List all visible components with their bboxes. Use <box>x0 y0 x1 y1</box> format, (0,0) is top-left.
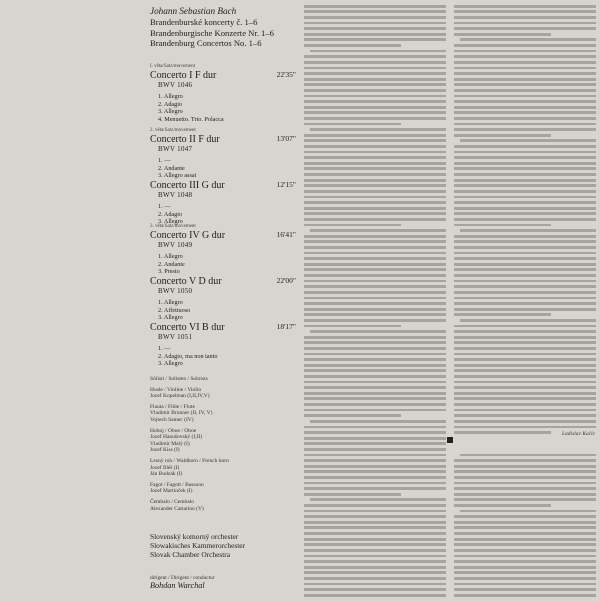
section-marker <box>447 437 453 443</box>
text-line <box>304 162 446 165</box>
text-line <box>454 235 596 238</box>
text-line <box>304 583 446 586</box>
text-line <box>454 196 596 199</box>
text-line <box>304 173 446 176</box>
text-line <box>304 577 446 580</box>
text-line <box>454 302 596 305</box>
text-line <box>454 353 596 356</box>
text-line <box>454 426 596 429</box>
movement: 2. Andante <box>158 260 185 268</box>
text-line <box>454 583 596 586</box>
text-line <box>454 16 596 19</box>
performer-line: Jozef Illéš (I) <box>150 464 180 471</box>
movement: 2. Adagio, ma non tanto <box>158 352 218 360</box>
performer-line: Vojtech Samec (IV) <box>150 416 194 423</box>
text-line <box>454 285 596 288</box>
text-line <box>454 44 596 47</box>
performer-line: Alexander Cattarino (V) <box>150 505 204 512</box>
text-line <box>454 27 596 30</box>
text-line <box>304 594 446 597</box>
text-line <box>454 22 596 25</box>
text-line <box>304 409 446 412</box>
title-german: Brandenburgische Konzerte Nr. 1–6 <box>150 27 274 38</box>
performer-line: Čembalo / Cembalo <box>150 498 194 505</box>
text-line <box>454 111 596 114</box>
text-line <box>304 364 446 367</box>
performer-line: Jozef Kiss (I) <box>150 447 180 454</box>
text-line <box>304 313 446 316</box>
text-line <box>304 5 446 8</box>
concerto-bwv: BWV 1047 <box>158 145 193 153</box>
text-line <box>304 426 446 429</box>
text-line <box>454 207 596 210</box>
text-line <box>454 470 596 473</box>
text-line <box>304 274 446 277</box>
movement: 2. Affettuoso <box>158 306 191 314</box>
concerto-bwv: BWV 1046 <box>158 81 193 89</box>
text-line <box>304 493 401 496</box>
text-line <box>454 397 596 400</box>
text-line <box>304 100 446 103</box>
title-czech: Brandenburské koncerty č. 1–6 <box>150 17 258 27</box>
text-line <box>454 297 596 300</box>
text-line <box>304 504 446 507</box>
text-line <box>304 167 446 170</box>
text-line <box>454 67 596 70</box>
text-line <box>310 229 446 232</box>
text-line <box>454 571 596 574</box>
text-line <box>304 134 446 137</box>
text-line <box>454 431 551 434</box>
performer-line: Lesný roh / Waldhorn / French horn <box>150 457 229 464</box>
performer-line: Hoboj / Oboe / Oboe <box>150 427 197 434</box>
text-line <box>304 431 446 434</box>
text-line <box>454 498 596 501</box>
text-line <box>454 50 596 53</box>
text-line <box>304 196 446 199</box>
concerto-duration: 16'41" <box>276 230 296 239</box>
text-line <box>454 252 596 255</box>
text-line <box>454 201 596 204</box>
text-line <box>304 538 446 541</box>
text-line <box>454 482 596 485</box>
text-line <box>454 515 596 518</box>
movement: 2. Adagio <box>158 210 183 218</box>
text-line <box>454 375 596 378</box>
movement: 1. — <box>158 203 171 210</box>
concerto-bwv: BWV 1049 <box>158 241 193 249</box>
concerto-note: 2. věta/Satz/movement <box>150 128 196 133</box>
text-line <box>304 285 446 288</box>
performer-line: Jozef Martinček (I) <box>150 488 193 495</box>
text-line <box>304 308 446 311</box>
text-line <box>304 83 446 86</box>
text-line <box>304 117 446 120</box>
concerto-duration: 18'17" <box>276 322 296 331</box>
text-line <box>454 78 596 81</box>
text-line <box>454 347 596 350</box>
text-line <box>304 291 446 294</box>
text-line <box>454 487 596 490</box>
text-line <box>454 330 596 333</box>
text-line <box>304 549 446 552</box>
text-line <box>454 72 596 75</box>
text-line <box>304 22 446 25</box>
text-line <box>304 532 446 535</box>
text-line <box>304 353 446 356</box>
text-line <box>304 139 446 142</box>
liner-notes-column <box>304 2 446 597</box>
text-line <box>304 454 446 457</box>
text-line <box>304 392 446 395</box>
text-line <box>304 44 401 47</box>
text-line <box>304 437 446 440</box>
text-line <box>454 308 596 311</box>
text-line <box>454 364 596 367</box>
movement: 3. Allegro <box>158 360 183 368</box>
text-line <box>454 61 596 64</box>
text-line <box>454 156 596 159</box>
text-line <box>454 325 596 328</box>
text-line <box>454 526 596 529</box>
text-line <box>454 218 596 221</box>
conductor-name: Bohdan Warchal <box>150 581 205 590</box>
text-line <box>304 55 446 58</box>
concerto-duration: 13'07" <box>276 134 296 143</box>
text-line <box>310 330 446 333</box>
text-line <box>304 263 446 266</box>
movement: 3. Presto <box>158 268 180 276</box>
concerto-bwv: BWV 1048 <box>158 191 193 199</box>
text-line <box>304 235 446 238</box>
text-line <box>304 257 446 260</box>
concerto-note: I. věta/Satz/movement <box>150 64 195 69</box>
notes-signature: Ladislav Kačic <box>562 431 596 437</box>
text-line <box>454 151 596 154</box>
text-line <box>304 246 446 249</box>
text-line <box>454 555 596 558</box>
concerto-block <box>150 128 296 180</box>
text-line <box>304 123 401 126</box>
text-line <box>454 577 596 580</box>
concerto-title: Concerto VI B dur <box>150 322 225 333</box>
text-line <box>304 555 446 558</box>
text-line <box>304 268 446 271</box>
concerto-title: Concerto I F dur <box>150 70 217 81</box>
text-line <box>454 100 596 103</box>
text-line <box>460 139 596 142</box>
movement: 3. Allegro assai <box>158 172 197 180</box>
text-line <box>304 515 446 518</box>
text-line <box>304 470 446 473</box>
text-line <box>310 420 446 423</box>
text-line <box>454 476 596 479</box>
movement: 1. Allegro <box>158 299 183 306</box>
text-line <box>454 560 596 563</box>
text-line <box>304 16 446 19</box>
text-line <box>304 89 446 92</box>
text-line <box>304 280 446 283</box>
text-line <box>454 224 551 227</box>
text-line <box>304 403 446 406</box>
movement: 1. — <box>158 157 171 164</box>
text-line <box>454 521 596 524</box>
text-line <box>304 319 446 322</box>
text-line <box>304 325 401 328</box>
text-line <box>454 386 596 389</box>
text-line <box>454 89 596 92</box>
text-line <box>454 162 596 165</box>
text-line <box>304 526 446 529</box>
text-line <box>460 454 596 457</box>
text-line <box>304 521 446 524</box>
performer-line: Flauta / Flöte / Flute <box>150 403 195 410</box>
text-line <box>460 38 596 41</box>
text-line <box>304 297 446 300</box>
movement: 2. Andante <box>158 164 185 172</box>
conductor-label: dirigent / Dirigent / conductor <box>150 575 215 581</box>
performer-line: Ján Budzák (I) <box>150 471 183 478</box>
text-line <box>304 224 401 227</box>
text-line <box>304 414 401 417</box>
concerto-duration: 22'00" <box>276 276 296 285</box>
text-line <box>454 549 596 552</box>
text-line <box>304 38 446 41</box>
title-header <box>150 4 300 49</box>
performer-line: Husle / Violine / Violin <box>150 386 202 393</box>
text-line <box>304 156 446 159</box>
text-line <box>304 442 446 445</box>
text-line <box>304 218 446 221</box>
text-line <box>454 268 596 271</box>
text-line <box>454 5 596 8</box>
text-line <box>304 397 446 400</box>
text-line <box>304 72 446 75</box>
text-line <box>304 459 446 462</box>
text-line <box>454 420 596 423</box>
movement: 3. Allegro <box>158 218 183 226</box>
movement: 2. Adagio <box>158 100 183 108</box>
text-line <box>454 381 596 384</box>
text-line <box>304 347 446 350</box>
text-line <box>454 190 596 193</box>
text-line <box>304 212 446 215</box>
text-line <box>454 493 596 496</box>
text-line <box>304 145 446 148</box>
liner-notes-column <box>454 2 596 597</box>
text-line <box>304 448 446 451</box>
text-line <box>454 179 596 182</box>
movement: 3. Allegro <box>158 314 183 322</box>
text-line <box>454 106 596 109</box>
text-line <box>304 67 446 70</box>
text-line <box>304 510 446 513</box>
text-line <box>454 83 596 86</box>
text-line <box>304 358 446 361</box>
performer-line: Jozef Kopelman (I,II,IV,V) <box>150 393 210 400</box>
text-line <box>304 375 446 378</box>
text-line <box>454 134 551 137</box>
text-line <box>454 212 596 215</box>
composer-name: Johann Sebastian Bach <box>150 6 237 16</box>
performer-line: Vladimír Brunner (II, IV, V) <box>150 410 213 417</box>
movement: 1. Allegro <box>158 253 183 260</box>
text-line <box>454 128 596 131</box>
text-line <box>304 190 446 193</box>
text-line <box>304 207 446 210</box>
text-line <box>304 33 446 36</box>
text-line <box>454 414 596 417</box>
orchestra-names <box>150 532 296 559</box>
concerto-block <box>150 224 296 276</box>
movement: 1. Allegro <box>158 93 183 100</box>
text-line <box>454 341 596 344</box>
text-line <box>454 594 596 597</box>
text-line <box>454 543 596 546</box>
text-line <box>304 302 446 305</box>
text-line <box>310 128 446 131</box>
text-line <box>454 459 596 462</box>
text-line <box>304 252 446 255</box>
concerto-block <box>150 64 296 123</box>
text-line <box>304 543 446 546</box>
movement: 4. Menuetto. Trio. Polacca <box>158 115 224 123</box>
text-line <box>454 95 596 98</box>
performer-line: Vladimír Malý (I) <box>150 440 190 447</box>
text-line <box>454 263 596 266</box>
performer-line: Fagot / Fagott / Bassoon <box>150 481 204 488</box>
text-line <box>454 246 596 249</box>
concerto-duration: 22'35" <box>276 70 296 79</box>
text-line <box>454 504 551 507</box>
text-line <box>454 358 596 361</box>
concerto-duration: 12'15" <box>276 180 296 189</box>
text-line <box>304 106 446 109</box>
text-line <box>454 274 596 277</box>
text-line <box>304 61 446 64</box>
text-line <box>304 184 446 187</box>
text-line <box>454 33 551 36</box>
text-line <box>304 95 446 98</box>
text-line <box>460 229 596 232</box>
text-line <box>454 409 596 412</box>
text-line <box>454 240 596 243</box>
concerto-title: Concerto II F dur <box>150 134 220 145</box>
text-line <box>460 319 596 322</box>
text-line <box>454 532 596 535</box>
text-line <box>454 291 596 294</box>
concerto-title: Concerto III G dur <box>150 180 225 191</box>
text-line <box>304 386 446 389</box>
text-line <box>304 369 446 372</box>
text-line <box>304 482 446 485</box>
concerto-bwv: BWV 1050 <box>158 287 193 295</box>
text-line <box>304 201 446 204</box>
text-line <box>454 336 596 339</box>
text-line <box>304 560 446 563</box>
concerto-block <box>150 276 296 322</box>
concerto-block <box>150 180 296 226</box>
text-line <box>454 403 596 406</box>
concerto-title: Concerto V D dur <box>150 276 222 287</box>
concerto-title: Concerto IV G dur <box>150 230 226 241</box>
text-line <box>310 50 446 53</box>
text-line <box>310 498 446 501</box>
title-english: Brandenburg Concertos No. 1–6 <box>150 38 262 48</box>
text-line <box>454 566 596 569</box>
text-line <box>304 27 446 30</box>
text-line <box>454 538 596 541</box>
text-line <box>304 341 446 344</box>
text-line <box>304 151 446 154</box>
text-line <box>304 571 446 574</box>
text-line <box>454 145 596 148</box>
text-line <box>454 167 596 170</box>
conductor <box>150 575 215 590</box>
text-line <box>454 55 596 58</box>
text-line <box>454 465 596 468</box>
text-line <box>454 280 596 283</box>
orchestra-name-de: Slowakisches Kammerorchester <box>150 541 246 550</box>
text-line <box>304 111 446 114</box>
movement: 3. Allegro <box>158 108 183 116</box>
text-line <box>454 173 596 176</box>
orchestra-name-sk: Slovenský komorný orchester <box>150 532 239 541</box>
text-line <box>304 10 446 13</box>
text-line <box>304 566 446 569</box>
text-line <box>304 476 446 479</box>
movement: 1. — <box>158 345 171 352</box>
text-line <box>460 510 596 513</box>
performers-list <box>150 376 296 512</box>
concerto-bwv: BWV 1051 <box>158 333 193 341</box>
text-line <box>454 123 596 126</box>
text-line <box>454 313 551 316</box>
text-line <box>454 10 596 13</box>
text-line <box>304 336 446 339</box>
text-line <box>304 588 446 591</box>
text-line <box>304 240 446 243</box>
text-line <box>454 588 596 591</box>
text-line <box>454 184 596 187</box>
text-line <box>304 78 446 81</box>
text-line <box>304 179 446 182</box>
text-line <box>454 257 596 260</box>
concerto-note: 3. věta/Satz/movement <box>150 224 196 229</box>
concerto-block <box>150 322 296 368</box>
text-line <box>454 117 596 120</box>
orchestra-name-en: Slovak Chamber Orchestra <box>150 550 231 559</box>
text-line <box>304 381 446 384</box>
text-line <box>304 487 446 490</box>
text-line <box>304 465 446 468</box>
text-line <box>454 392 596 395</box>
performer-line: Sólisti / Solisten / Soloists <box>150 376 208 382</box>
performer-line: Jozef Hanušovský (I,II) <box>150 434 203 441</box>
text-line <box>454 369 596 372</box>
